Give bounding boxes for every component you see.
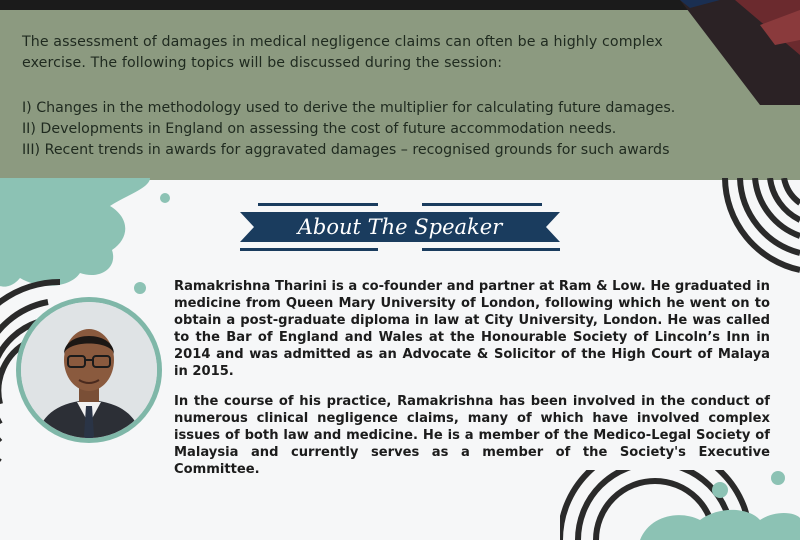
section-heading: About The Speaker: [297, 215, 503, 239]
heading-bottom-rule-right: [422, 248, 560, 251]
topic-item: I) Changes in the methodology used to derive the multiplier for calculating future damages.: [22, 100, 676, 116]
corner-photo: [640, 0, 800, 105]
speaker-bio: [174, 278, 770, 491]
about-speaker-heading: [240, 200, 560, 256]
bio-paragraph: In the course of his practice, Ramakrishna has been involved in the conduct of numerous clinical negligence claims, many of which have involved complex issues of both law and medicine. He is a member of the Medico-Legal Society of Malaysia and currently serves as a member of the Society's Executive Committee.: [174, 394, 770, 477]
heading-top-rule-right: [422, 203, 542, 206]
topic-list: [22, 98, 742, 161]
concentric-stripes-right: [720, 178, 800, 288]
bio-paragraph: Ramakrishna Tharini is a co-founder and partner at Ram & Low. He graduated in medicine from Queen Mary University of London, following which he went on to obtain a post-graduate diploma in law at City University, London. He was called to the Bar of England and Wales at the Honourable Society of Lincoln’s Inn in 2014 and was admitted as an Advocate & Solicitor of the High Court of Malaya in 2015.: [174, 279, 770, 379]
speaker-portrait: [15, 296, 163, 444]
heading-bottom-rule-left: [240, 248, 378, 251]
topic-item: II) Developments in England on assessing the cost of future accommodation needs.: [22, 121, 617, 137]
heading-top-rule-left: [258, 203, 378, 206]
topic-item: III) Recent trends in awards for aggravated damages – recognised grounds for such awards: [22, 142, 670, 158]
intro-paragraph: The assessment of damages in medical negligence claims can often be a highly complex exercise. The following topics will be discussed during the session:: [22, 34, 663, 71]
